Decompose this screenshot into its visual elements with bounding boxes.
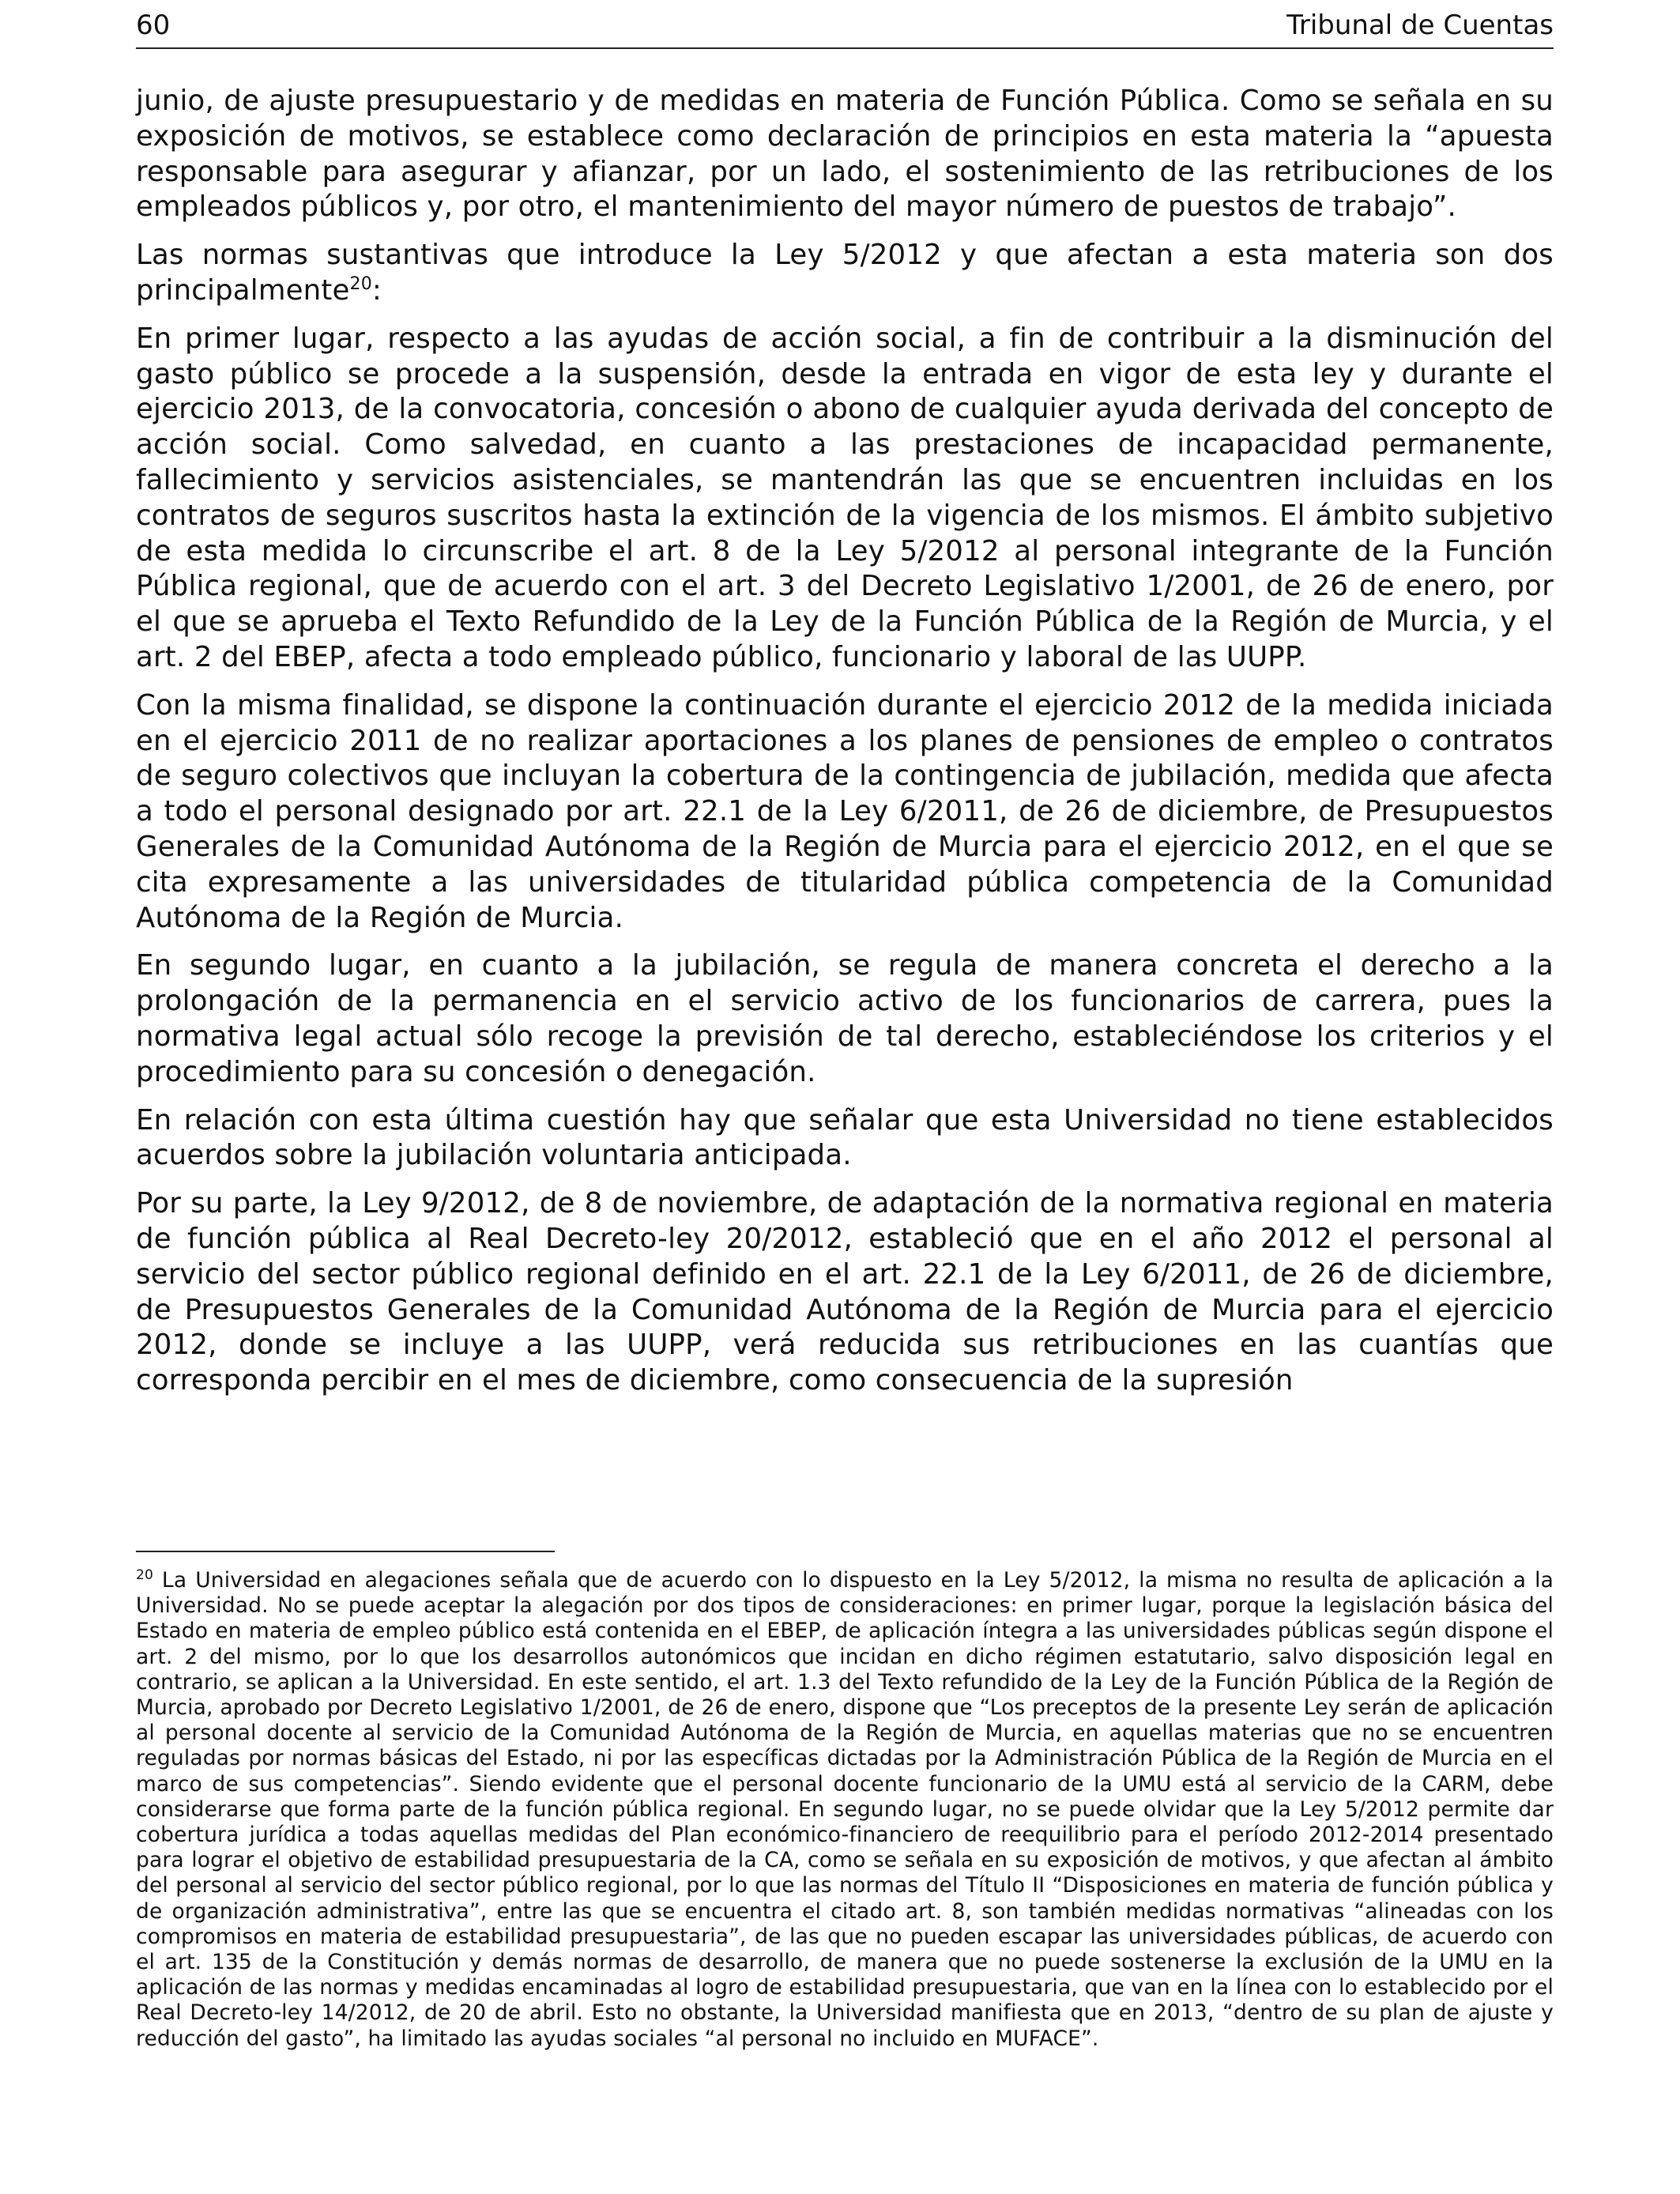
paragraph: En segundo lugar, en cuanto a la jubilación, se regula de manera concreta el derecho a la prolongación de la permanencia en el servicio activo de los funcionarios de carrera, pues la normativa legal actual sólo recoge la previsión de tal derecho, estableciéndose los criterios y el procedimiento para su concesión o denegación. xyxy=(136,949,1554,1088)
paragraph xyxy=(136,238,1554,309)
footnote-separator xyxy=(136,1551,555,1552)
paragraph: En primer lugar, respecto a las ayudas de acción social, a fin de contribuir a la disminución del gasto público se procede a la suspensión, desde la entrada en vigor de esta ley y durante el ejercicio 2013, de la convocatoria, concesión o abono de cualquier ayuda derivada del concepto de acción social. Como salvedad, en cuanto a las prestaciones de incapacidad permanente, fallecimiento y servicios asistenciales, se mantendrán las que se encuentren incluidas en los contratos de seguros suscritos hasta la extinción de la vigencia de los mismos. El ámbito subjetivo de esta medida lo circunscribe el art. 8 de la Ley 5/2012 al personal integrante de la Función Pública regional, que de acuerdo con el art. 3 del Decreto Legislativo 1/2001, de 26 de enero, por el que se aprueba el Texto Refundido de la Ley de la Función Pública de la Región de Murcia, y el art. 2 del EBEP, afecta a todo empleado público, funcionario y laboral de las UUPP. xyxy=(136,322,1554,673)
paragraph-text: Las normas sustantivas que introduce la Ley 5/2012 y que afectan a esta materia son dos principalmente xyxy=(136,239,1554,307)
paragraph: En relación con esta última cuestión hay que señalar que esta Universidad no tiene establecidos acuerdos sobre la jubilación voluntaria anticipada. xyxy=(136,1103,1554,1172)
body-text xyxy=(136,84,1554,1412)
paragraph-text-end: : xyxy=(371,273,382,307)
footnote-number: 20 xyxy=(136,1567,153,1584)
paragraph: Por su parte, la Ley 9/2012, de 8 de noviembre, de adaptación de la normativa regional en materia de función pública al Real Decreto-ley 20/2012, estableció que en el año 2012 el personal al servicio del sector público regional definido en el art. 22.1 de la Ley 6/2011, de 26 de diciembre, de Presupuestos Generales de la Comunidad Autónoma de la Región de Murcia para el ejercicio 2012, donde se incluye a las UUPP, verá reducida sus retribuciones en las cuantías que corresponda percibir en el mes de diciembre, como consecuencia de la supresión xyxy=(136,1187,1554,1397)
page-number: 60 xyxy=(136,9,171,41)
footnote-text: La Universidad en alegaciones señala que de acuerdo con lo dispuesto en la Ley 5/2012, la misma no resulta de aplicación a la Universidad. No se puede aceptar la alegación por dos tipos de consideraciones: en primer lugar, porque la legislación básica del Estado en materia de empleo público está contenida en el EBEP, de aplicación íntegra a las universidades públicas según dispone el art. 2 del mismo, por lo que los desarrollos autonómicos que incidan en dicho régimen estatutario, salvo disposición legal en contrario, se aplican a la Universidad. En este sentido, el art. 1.3 del Texto refundido de la Ley de la Función Pública de la Región de Murcia, aprobado por Decreto Legislativo 1/2001, de 26 de enero, dispone que “Los preceptos de la presente Ley serán de aplicación al personal docente al servicio de la Comunidad Autónoma de la Región de Murcia, en aquellas materias que no se encuentren reguladas por normas básicas del Estado, ni por las específicas dictadas por la Administración Pública de la Región de Murcia en el marco de sus competencias”. Siendo evidente que el personal docente funcionario de la UMU está al servicio de la CARM, debe considerarse que forma parte de la función pública regional. En segundo lugar, no se puede olvidar que la Ley 5/2012 permite dar cobertura jurídica a todas aquellas medidas del Plan económico-financiero de reequilibrio para el período 2012-2014 presentado para lograr el objetivo de estabilidad presupuestaria de la CA, como se señala en su exposición de motivos, y que afectan al ámbito del personal al servicio del sector público regional, por lo que las normas del Título II “Disposiciones en materia de función pública y de organización administrativa”, entre las que se encuentra el citado art. 8, son también medidas normativas “alineadas con los compromisos en materia de estabilidad presupuestaria”, de las que no pueden escapar las universidades públicas, de acuerdo con el art. 135 de la Constitución y demás normas de desarrollo, de manera que no puede sostenerse la exclusión de la UMU en la aplicación de las normas y medidas encaminadas al logro de estabilidad presupuestaria, que van en la línea con lo establecido por el Real Decreto-ley 14/2012, de 20 de abril. Esto no obstante, la Universidad manifiesta que en 2013, “dentro de su plan de ajuste y reducción del gasto”, ha limitado las ayudas sociales “al personal no incluido en MUFACE”. xyxy=(136,1568,1554,2051)
running-title: Tribunal de Cuentas xyxy=(1286,9,1554,41)
paragraph: Con la misma finalidad, se dispone la continuación durante el ejercicio 2012 de la medida iniciada en el ejercicio 2011 de no realizar aportaciones a los planes de pensiones de empleo o contratos de seguro colectivos que incluyan la cobertura de la contingencia de jubilación, medida que afecta a todo el personal designado por art. 22.1 de la Ley 6/2011, de 26 de diciembre, de Presupuestos Generales de la Comunidad Autónoma de la Región de Murcia para el ejercicio 2012, en el que se cita expresamente a las universidades de titularidad pública competencia de la Comunidad Autónoma de la Región de Murcia. xyxy=(136,688,1554,934)
footnote-reference[interactable]: 20 xyxy=(349,274,372,295)
footnote xyxy=(136,1568,1554,2052)
paragraph: junio, de ajuste presupuestario y de medidas en materia de Función Pública. Como se señala en su exposición de motivos, se establece como declaración de principios en esta materia la “apuesta responsable para asegurar y afianzar, por un lado, el sostenimiento de las retribuciones de los empleados públicos y, por otro, el mantenimiento del mayor número de puestos de trabajo”. xyxy=(136,85,1554,224)
page-header xyxy=(136,8,1554,49)
